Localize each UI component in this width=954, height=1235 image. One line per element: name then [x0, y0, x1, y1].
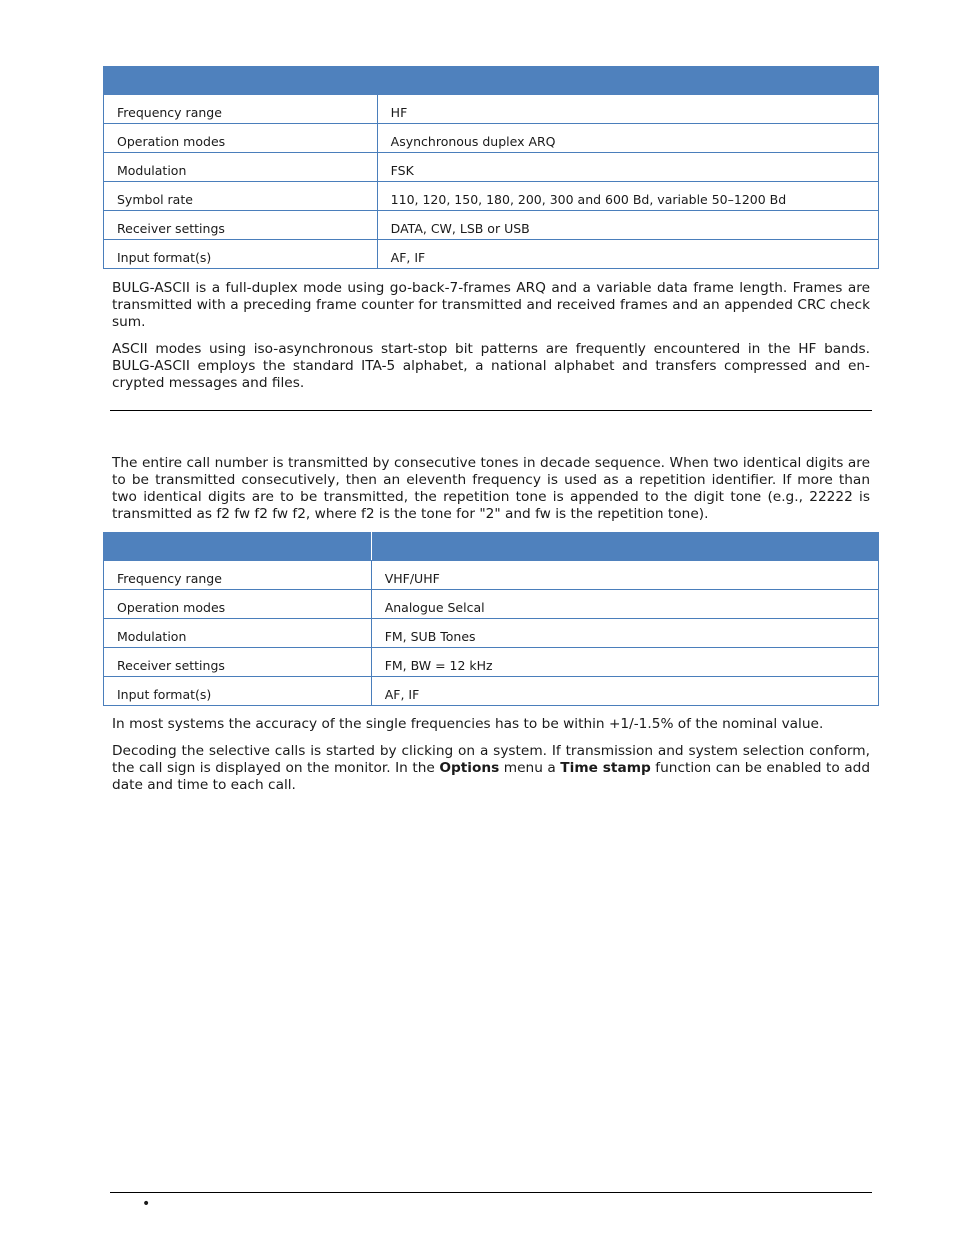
table-row	[104, 95, 879, 124]
row-value: FM, SUB Tones	[371, 619, 878, 648]
row-value: Analogue Selcal	[371, 590, 878, 619]
row-label: Operation modes	[104, 124, 378, 153]
row-label: Receiver settings	[104, 648, 372, 677]
table-row	[104, 677, 879, 706]
table-header-cell	[104, 533, 372, 561]
row-value: Asynchronous duplex ARQ	[377, 124, 878, 153]
section-divider	[110, 410, 872, 411]
options-menu-reference: Options	[439, 760, 500, 776]
table-header-cell	[371, 533, 878, 561]
row-value: VHF/UHF	[371, 561, 878, 590]
row-value: HF	[377, 95, 878, 124]
row-label: Operation modes	[104, 590, 372, 619]
table-row	[104, 619, 879, 648]
table-header-row	[104, 533, 879, 561]
table-row	[104, 211, 879, 240]
footer-bullet: •	[142, 1196, 151, 1212]
table-row	[104, 590, 879, 619]
spec-table-bulg-ascii	[103, 66, 879, 269]
text-run: function can be enabled to add date and time to each call.	[112, 760, 871, 793]
row-value: FSK	[377, 153, 878, 182]
row-label: Modulation	[104, 619, 372, 648]
table-row	[104, 240, 879, 269]
text-run: Decoding the selective calls is started by clicking on a system. If transmission and system selection conform, the call sign is displayed on the monitor. In the	[112, 743, 870, 776]
row-label: Frequency range	[104, 95, 378, 124]
table-header-cell	[104, 67, 879, 95]
paragraph-bulg-ascii-intro: BULG-ASCII is a full-duplex mode using go-back-7-frames ARQ and a variable data frame length. Frames are transmitted with a preceding frame counter for transmitted and received frames and an appended CRC check sum.	[112, 280, 870, 330]
table-row	[104, 182, 879, 211]
row-label: Frequency range	[104, 561, 372, 590]
row-label: Modulation	[104, 153, 378, 182]
footer-divider	[110, 1192, 872, 1193]
row-value: FM, BW = 12 kHz	[371, 648, 878, 677]
row-value: 110, 120, 150, 180, 200, 300 and 600 Bd, variable 50–1200 Bd	[377, 182, 878, 211]
table-row	[104, 561, 879, 590]
time-stamp-reference: Time stamp	[560, 760, 651, 776]
text-run: menu a	[499, 760, 561, 776]
row-label: Input format(s)	[104, 240, 378, 269]
row-value: DATA, CW, LSB or USB	[377, 211, 878, 240]
paragraph-frequency-accuracy: In most systems the accuracy of the single frequencies has to be within +1/-1.5% of the nominal value.	[112, 716, 824, 732]
row-label: Input format(s)	[104, 677, 372, 706]
paragraph-ascii-modes: ASCII modes using iso-asynchronous start-stop bit patterns are frequently encountered in the HF bands. BULG-ASCII employs the standard ITA-5 alphabet, a national alphabet and transfers compressed and encrypted messages and files.	[112, 341, 870, 391]
spec-table-selcal	[103, 532, 879, 706]
row-label: Receiver settings	[104, 211, 378, 240]
table-header-row	[104, 67, 879, 95]
table-row	[104, 648, 879, 677]
row-value: AF, IF	[377, 240, 878, 269]
table-row	[104, 124, 879, 153]
paragraph-decoding-selcal	[112, 743, 870, 794]
row-value: AF, IF	[371, 677, 878, 706]
row-label: Symbol rate	[104, 182, 378, 211]
paragraph-call-number: The entire call number is transmitted by consecutive tones in decade sequence. When two identical digits are to be transmitted consecutively, then an eleventh frequency is used as a repetition identifier. If more than two identical digits are to be transmitted, the repetition tone is appended to the digit tone (e.g., 22222 is transmitted as f2 fw f2 fw f2, where f2 is the tone for "2" and fw is the repetition tone).	[112, 455, 870, 522]
table-row	[104, 153, 879, 182]
